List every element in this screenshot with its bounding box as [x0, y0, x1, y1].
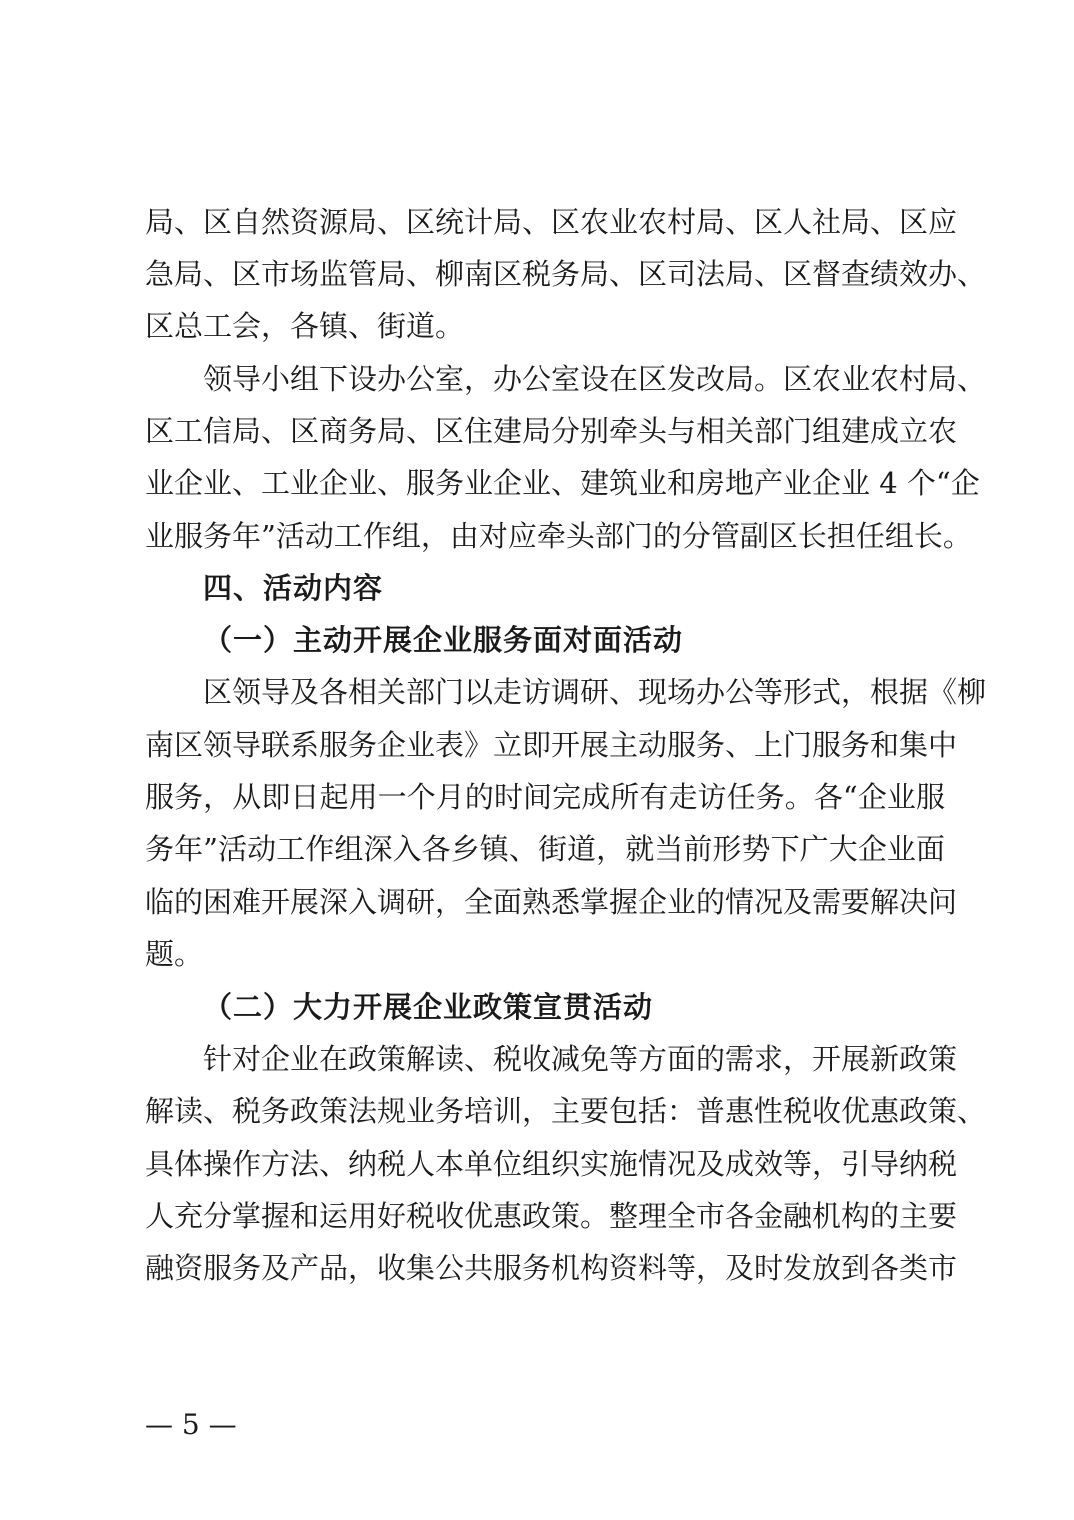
- paragraph-line: 临的困难开展深入调研，全面熟悉掌握企业的情况及需要解决问: [145, 885, 958, 919]
- paragraph-line: 针对企业在政策解读、税收减免等方面的需求，开展新政策: [203, 1042, 958, 1076]
- paragraph-line: 具体操作方法、纳税人本单位组织实施情况及成效等，引导纳税: [145, 1147, 958, 1181]
- subsection-heading: （二）大力开展企业政策宣贯活动: [203, 990, 654, 1024]
- paragraph-line: 务年”活动工作组深入各乡镇、街道，就当前形势下广大企业面: [145, 832, 945, 866]
- paragraph-line: 融资服务及产品，收集公共服务机构资料等，及时发放到各类市: [145, 1251, 958, 1285]
- paragraph-line: 区工信局、区商务局、区住建局分别牵头与相关部门组建成立农: [145, 414, 958, 448]
- subsection-heading: （一）主动开展企业服务面对面活动: [203, 623, 684, 657]
- paragraph-line: 区领导及各相关部门以走访调研、现场办公等形式，根据《柳: [203, 675, 987, 709]
- paragraph-line: 局、区自然资源局、区统计局、区农业农村局、区人社局、区应: [145, 205, 958, 239]
- paragraph-line: 人充分掌握和运用好税收优惠政策。整理全市各金融机构的主要: [145, 1199, 958, 1233]
- paragraph-line: 业服务年”活动工作组，由对应牵头部门的分管副区长担任组长。: [145, 519, 972, 553]
- paragraph-line: 解读、税务政策法规业务培训，主要包括：普惠性税收优惠政策、: [145, 1094, 987, 1128]
- paragraph-line: 题。: [145, 937, 204, 971]
- paragraph-line: 区总工会，各镇、街道。: [145, 309, 465, 343]
- paragraph-line: 领导小组下设办公室，办公室设在区发改局。区农业农村局、: [203, 362, 987, 396]
- section-heading: 四、活动内容: [203, 571, 384, 605]
- paragraph-line: 急局、区市场监管局、柳南区税务局、区司法局、区督查绩效办、: [145, 257, 987, 291]
- paragraph-line: 服务，从即日起用一个月的时间完成所有走访任务。各“企业服: [145, 780, 945, 814]
- page-number: — 5 —: [145, 1408, 237, 1441]
- paragraph-line: 南区领导联系服务企业表》立即开展主动服务、上门服务和集中: [145, 728, 958, 762]
- paragraph-line: 业企业、工业企业、服务业企业、建筑业和房地产业企业 4 个“企: [145, 466, 980, 500]
